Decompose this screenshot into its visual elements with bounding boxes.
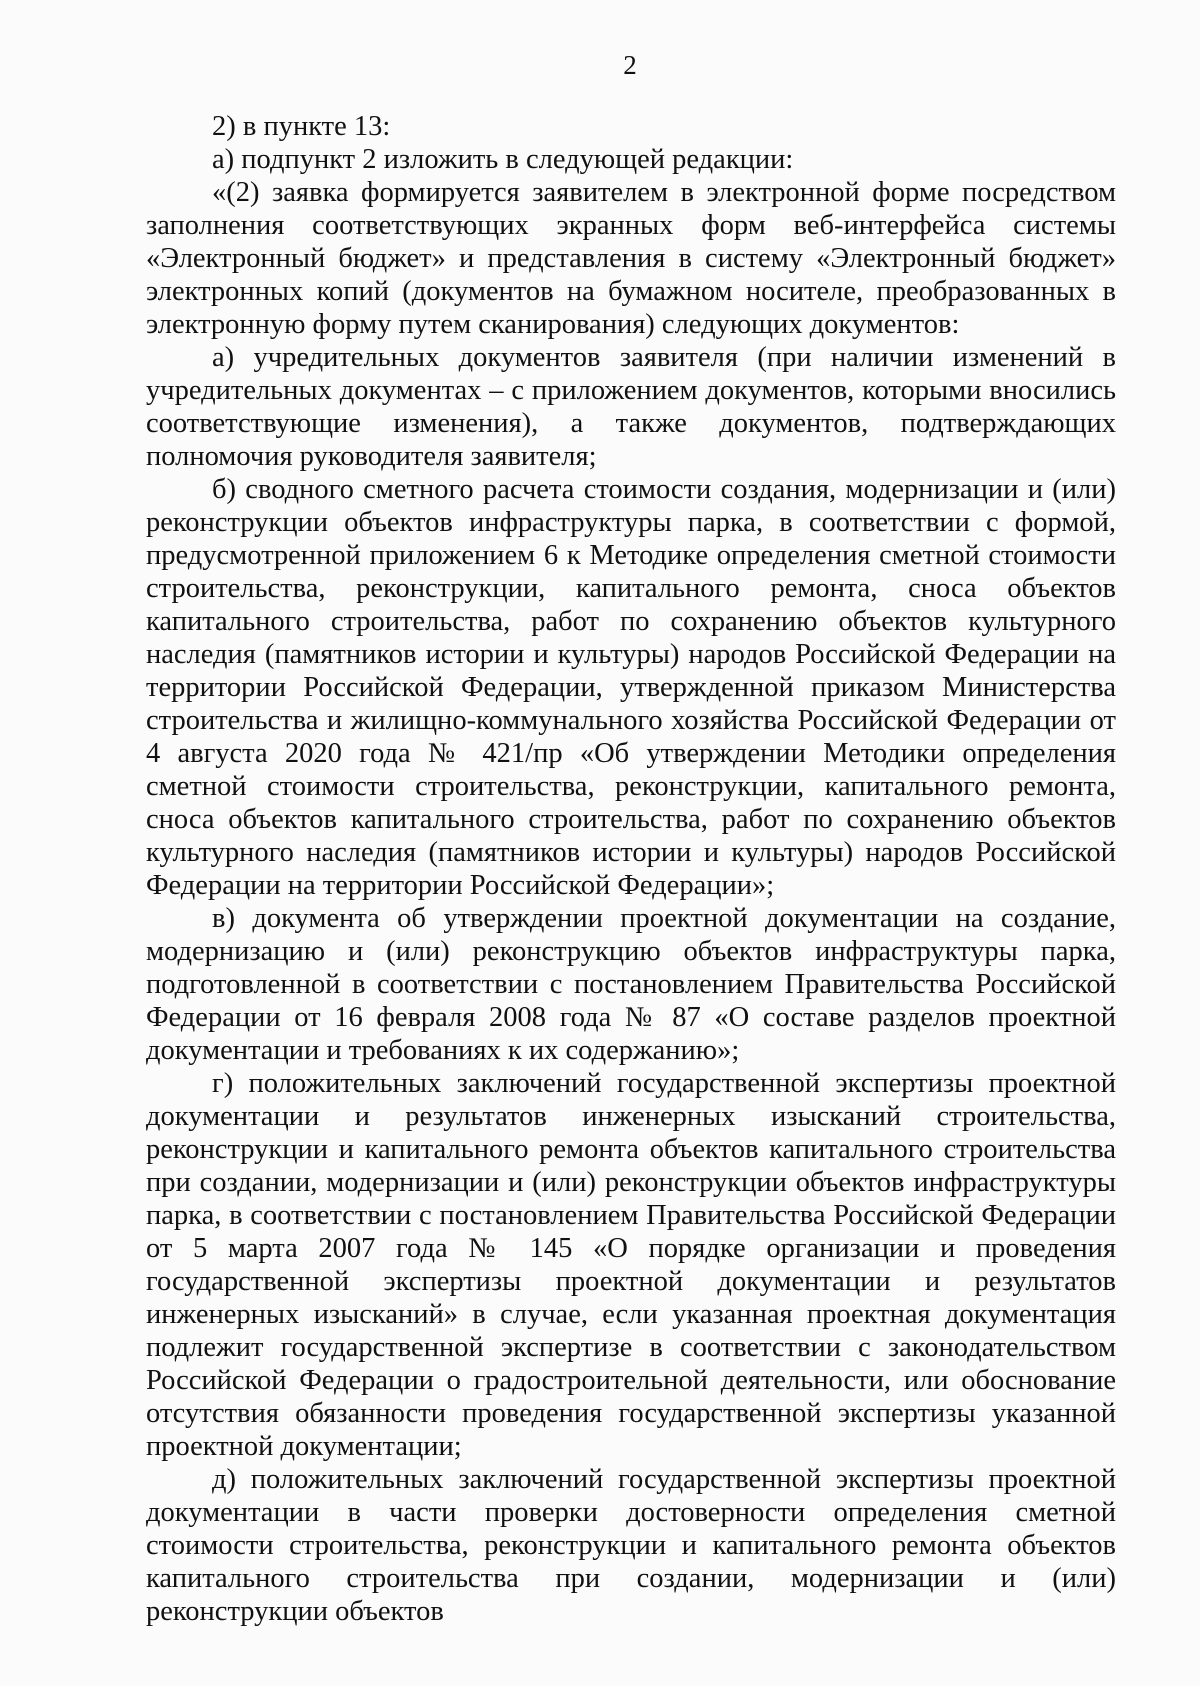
paragraph-item-2: 2) в пункте 13: (212, 111, 391, 142)
paragraph-list-d: д) положительных заключений государственной экспертизы проектной документации в части проверки достоверности определения сметной стоимости строительства, реконструкции и капитального ремонта объектов капитального строительства при создании, модернизации и (или) реконструкции объектов (146, 1464, 1116, 1627)
document-body (146, 110, 1116, 1628)
paragraph-quoted-subitem-2: «(2) заявка формируется заявителем в электронной форме посредством заполнения соответствующих экранных форм веб-интерфейса системы «Электронный бюджет» и представления в систему «Электронный бюджет» электронных копий (документов на бумажном носителе, преобразованных в электронную форму путем сканирования) следующих документов: (146, 177, 1116, 340)
paragraph-list-b: б) сводного сметного расчета стоимости создания, модернизации и (или) реконструкции объектов инфраструктуры парка, в соответствии с формой, предусмотренной приложением 6 к Методике определения сметной стоимости строительства, реконструкции, капитального ремонта, сноса объектов капитального строительства, работ по сохранению объектов культурного наследия (памятников истории и культуры) народов Российской Федерации на территории Российской Федерации, утвержденной приказом Министерства строительства и жилищно-коммунального хозяйства Российской Федерации от 4 августа 2020 года № 421/пр «Об утверждении Методики определения сметной стоимости строительства, реконструкции, капитального ремонта, сноса объектов капитального строительства, работ по сохранению объектов культурного наследия (памятников истории и культуры) народов Российской Федерации на территории Российской Федерации»; (146, 474, 1116, 901)
paragraph-list-a: а) учредительных документов заявителя (при наличии изменений в учредительных документах – с приложением документов, которыми вносились соответствующие изменения), а также документов, подтверждающих полномочия руководителя заявителя; (146, 342, 1116, 472)
paragraph-list-v: в) документа об утверждении проектной документации на создание, модернизацию и (или) реконструкцию объектов инфраструктуры парка, подготовленной в соответствии с постановлением Правительства Российской Федерации от 16 февраля 2008 года № 87 «О составе разделов проектной документации и требованиях к их содержанию»; (146, 903, 1116, 1066)
paragraph-subitem-a: а) подпункт 2 изложить в следующей редакции: (212, 144, 794, 175)
paragraph-list-g: г) положительных заключений государственной экспертизы проектной документации и результатов инженерных изысканий строительства, реконструкции и капитального ремонта объектов капитального строительства при создании, модернизации и (или) реконструкции объектов инфраструктуры парка, в соответствии с постановлением Правительства Российской Федерации от 5 марта 2007 года № 145 «О порядке организации и проведения государственной экспертизы проектной документации и результатов инженерных изысканий» в случае, если указанная проектная документация подлежит государственной экспертизе в соответствии с законодательством Российской Федерации о градостроительной деятельности, или обоснование отсутствия обязанности проведения государственной экспертизы указанной проектной документации; (146, 1068, 1116, 1462)
page-number: 2 (623, 50, 637, 80)
